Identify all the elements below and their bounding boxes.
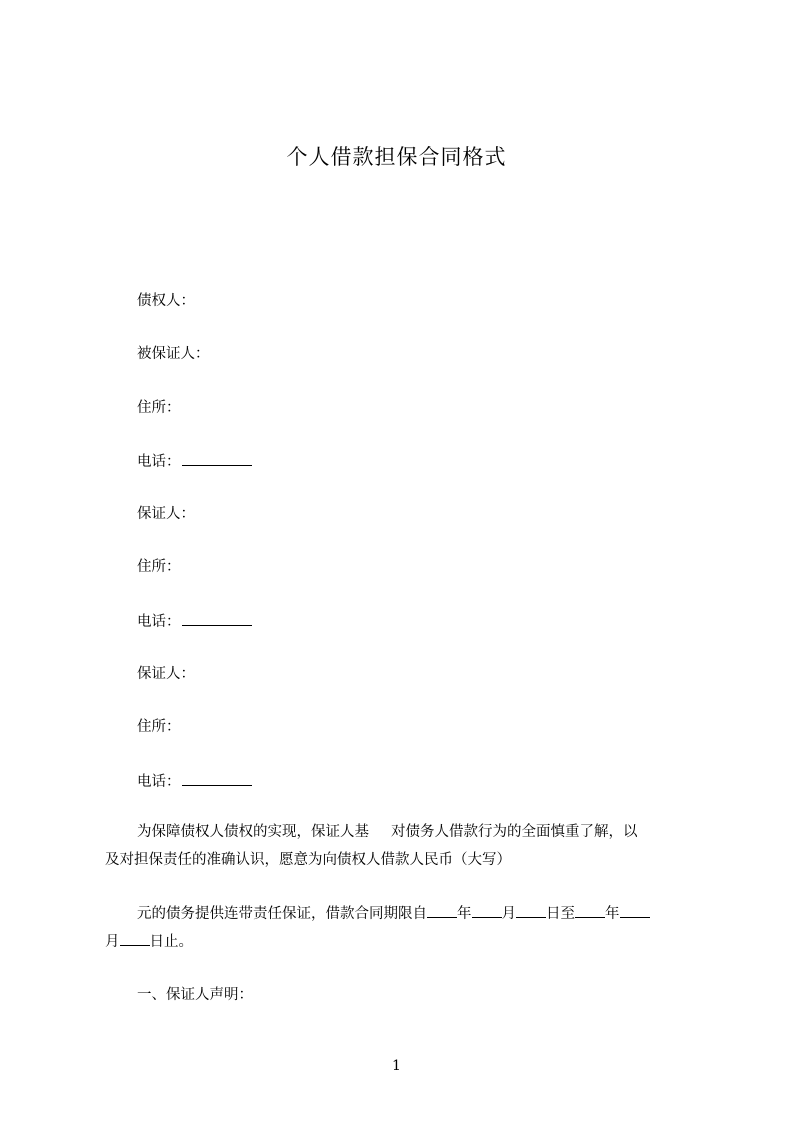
guarantor-field-2 <box>137 664 195 684</box>
start-day-label: 日至 <box>546 906 575 922</box>
end-year-blank <box>575 903 605 918</box>
address-field-2 <box>137 557 181 577</box>
guarantee-text-part-1: 为保障债权人债权的实现，保证人基 <box>137 824 369 840</box>
guarantee-text-part-2: 对债务人借款行为的全面慎重了解，以 <box>391 824 638 840</box>
guarantee-paragraph-line-1 <box>105 818 705 846</box>
address-field-3 <box>137 717 181 737</box>
guaranteed-party-label: 被保证人： <box>137 346 210 362</box>
start-year-blank <box>427 903 457 918</box>
guaranteed-party-field <box>137 344 210 364</box>
phone-field-1 <box>137 451 252 472</box>
creditor-label: 债权人： <box>137 293 195 309</box>
start-month-label: 月 <box>501 906 516 922</box>
guarantor-label-1: 保证人： <box>137 506 195 522</box>
phone-blank-3 <box>182 771 252 786</box>
end-year-label: 年 <box>605 906 620 922</box>
page-number: 1 <box>392 1058 401 1074</box>
address-label-1: 住所： <box>137 400 181 416</box>
term-paragraph <box>105 900 705 956</box>
address-field-1 <box>137 398 181 418</box>
guarantee-paragraph-line-2: 及对担保责任的准确认识，愿意为向债权人借款人民币（大写） <box>105 852 511 868</box>
start-month-blank <box>472 903 502 918</box>
phone-blank-2 <box>182 611 252 626</box>
guarantor-field-1 <box>137 504 195 524</box>
phone-field-2 <box>137 611 252 632</box>
phone-blank-1 <box>182 451 252 466</box>
phone-field-3 <box>137 771 252 792</box>
term-text: 元的债务提供连带责任保证，借款合同期限自 <box>137 906 427 922</box>
creditor-field <box>137 291 195 311</box>
document-title: 个人借款担保合同格式 <box>286 145 507 169</box>
term-paragraph-line-1 <box>105 900 705 928</box>
start-day-blank <box>516 903 546 918</box>
start-year-label: 年 <box>457 906 472 922</box>
address-label-2: 住所： <box>137 559 181 575</box>
phone-label-2: 电话： <box>137 614 181 630</box>
address-label-3: 住所： <box>137 719 181 735</box>
phone-label-1: 电话： <box>137 454 181 470</box>
end-day-blank <box>120 931 150 946</box>
term-paragraph-line-2 <box>105 928 705 956</box>
end-month-blank-top <box>620 903 650 918</box>
guarantee-paragraph <box>105 818 705 874</box>
phone-label-3: 电话： <box>137 774 181 790</box>
section-heading-guarantor-declaration: 一、保证人声明： <box>137 987 253 1003</box>
end-month-label: 月 <box>105 934 120 950</box>
guarantor-label-2: 保证人： <box>137 666 195 682</box>
end-day-label: 日止。 <box>149 934 193 950</box>
